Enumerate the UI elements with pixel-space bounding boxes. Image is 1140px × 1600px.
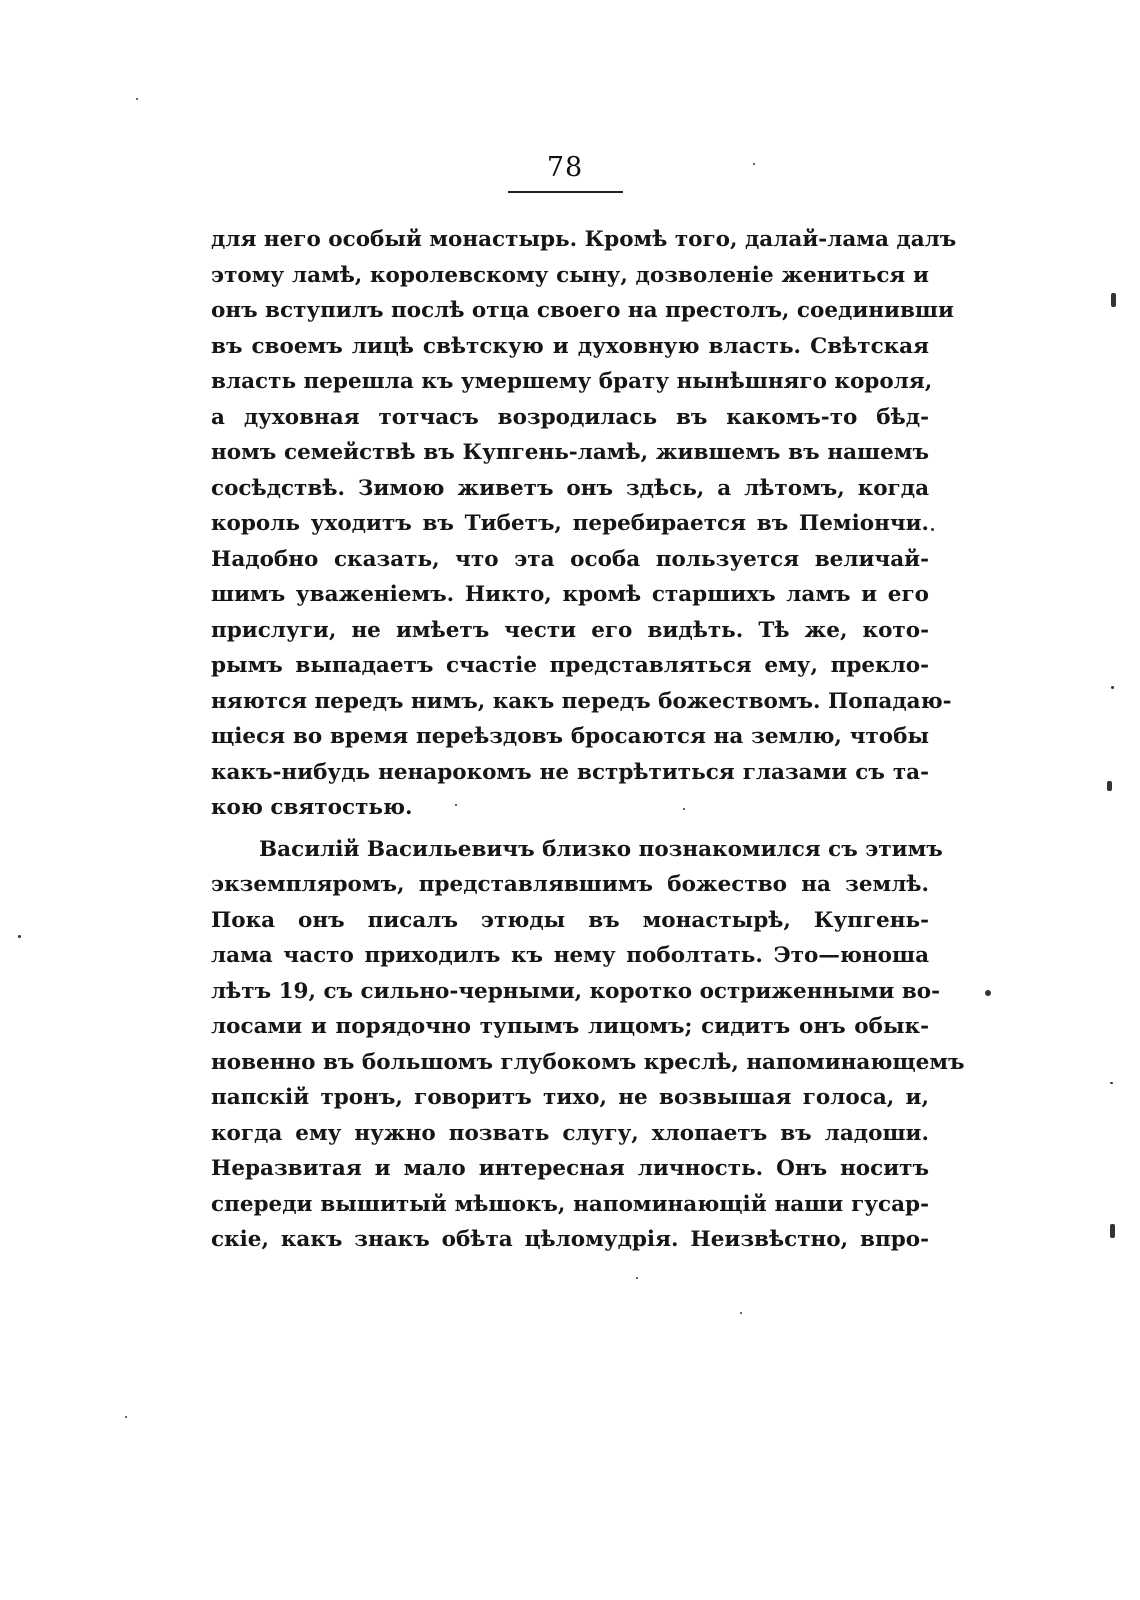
text-line: лосами и порядочно тупымъ лицомъ; сидитъ онъ обык- (211, 1014, 929, 1039)
text-line: какъ-нибудь ненарокомъ не встрѣтиться глазами съ та- (211, 759, 929, 785)
scan-speck (931, 528, 934, 531)
scan-speck (1110, 1082, 1113, 1084)
text-line: когда ему нужно позвать слугу, хлопаетъ въ ладоши. (211, 1120, 929, 1146)
scan-speck (125, 1416, 127, 1418)
body-text (211, 222, 965, 1258)
text-line: этому ламѣ, королевскому сыну, дозволеніе жениться и (211, 262, 929, 288)
page-number: 78 (546, 152, 584, 183)
text-line: Пока онъ писалъ этюды въ монастырѣ, Купгень- (211, 907, 929, 933)
text-line: рымъ выпадаетъ счастіе представляться ему, преклo- (211, 653, 929, 678)
text-line: лама часто приходилъ къ нему поболтать. Это—юноша (211, 943, 929, 968)
paragraph-2 (211, 832, 965, 1258)
header-rule (508, 191, 623, 193)
text-line: сосѣдствѣ. Зимою живетъ онъ здѣсь, а лѣтомъ, когда (211, 475, 929, 501)
scan-speck (136, 98, 138, 100)
text-line: экземпляромъ, представлявшимъ божество на землѣ. (211, 872, 929, 897)
text-line: въ своемъ лицѣ свѣтскую и духовную власть. Свѣтская (211, 333, 929, 359)
text-line: шимъ уваженіемъ. Никто, кромѣ старшихъ ламъ и его (211, 582, 929, 607)
text-line: власть перешла къ умершему брату нынѣшняго короля, (211, 369, 933, 394)
scan-speck (985, 990, 991, 996)
text-line: Надобно сказать, что эта особа пользуется величай- (211, 546, 929, 572)
text-line: папскій тронъ, говоритъ тихо, не возвышая голоса, и, (211, 1085, 929, 1110)
text-line: Неразвитая и мало интересная личность. Онъ носитъ (211, 1156, 929, 1181)
scan-speck (636, 1277, 638, 1279)
scan-speck (455, 804, 457, 806)
text-line: щіеся во время переѣздовъ бросаются на землю, чтобы (211, 724, 929, 749)
text-line: номъ семействѣ въ Купгень-ламѣ, жившемъ въ нашемъ (211, 440, 929, 465)
scan-speck (753, 163, 755, 165)
text-line: онъ вступилъ послѣ отца своего на престолъ, соединивши (211, 298, 954, 323)
text-line: спереди вышитый мѣшокъ, напоминающій наши гусар- (211, 1191, 929, 1217)
text-line: кою святостью. (211, 795, 413, 820)
paragraph-1 (211, 222, 957, 826)
scan-speck (740, 1312, 742, 1314)
scan-speck (683, 808, 685, 810)
text-line: лѣтъ 19, съ сильно-черными, коротко остриженными во- (211, 978, 941, 1004)
text-line: Василій Васильевичъ близко познакомился съ этимъ (259, 836, 943, 862)
scan-speck (18, 935, 21, 938)
scan-speck (1110, 1224, 1115, 1238)
text-line: скіе, какъ знакъ обѣта цѣломудрія. Неизвѣстно, впро- (211, 1227, 929, 1252)
scan-speck (1107, 781, 1112, 791)
scan-speck (1111, 293, 1116, 307)
text-line: новенно въ большомъ глубокомъ креслѣ, напоминающемъ (211, 1049, 965, 1075)
text-line: прислуги, не имѣетъ чести его видѣть. Тѣ же, кото- (211, 617, 929, 643)
text-line: для него особый монастырь. Кромѣ того, далай-лама далъ (211, 227, 957, 252)
text-line: король уходитъ въ Тибетъ, перебирается въ Пеміончи. (211, 511, 929, 536)
text-line: няются передъ нимъ, какъ передъ божествомъ. Попадаю- (211, 688, 952, 714)
scan-speck (1111, 686, 1114, 689)
text-line: а духовная тотчасъ возродилась въ какомъ-то бѣд- (211, 404, 929, 430)
